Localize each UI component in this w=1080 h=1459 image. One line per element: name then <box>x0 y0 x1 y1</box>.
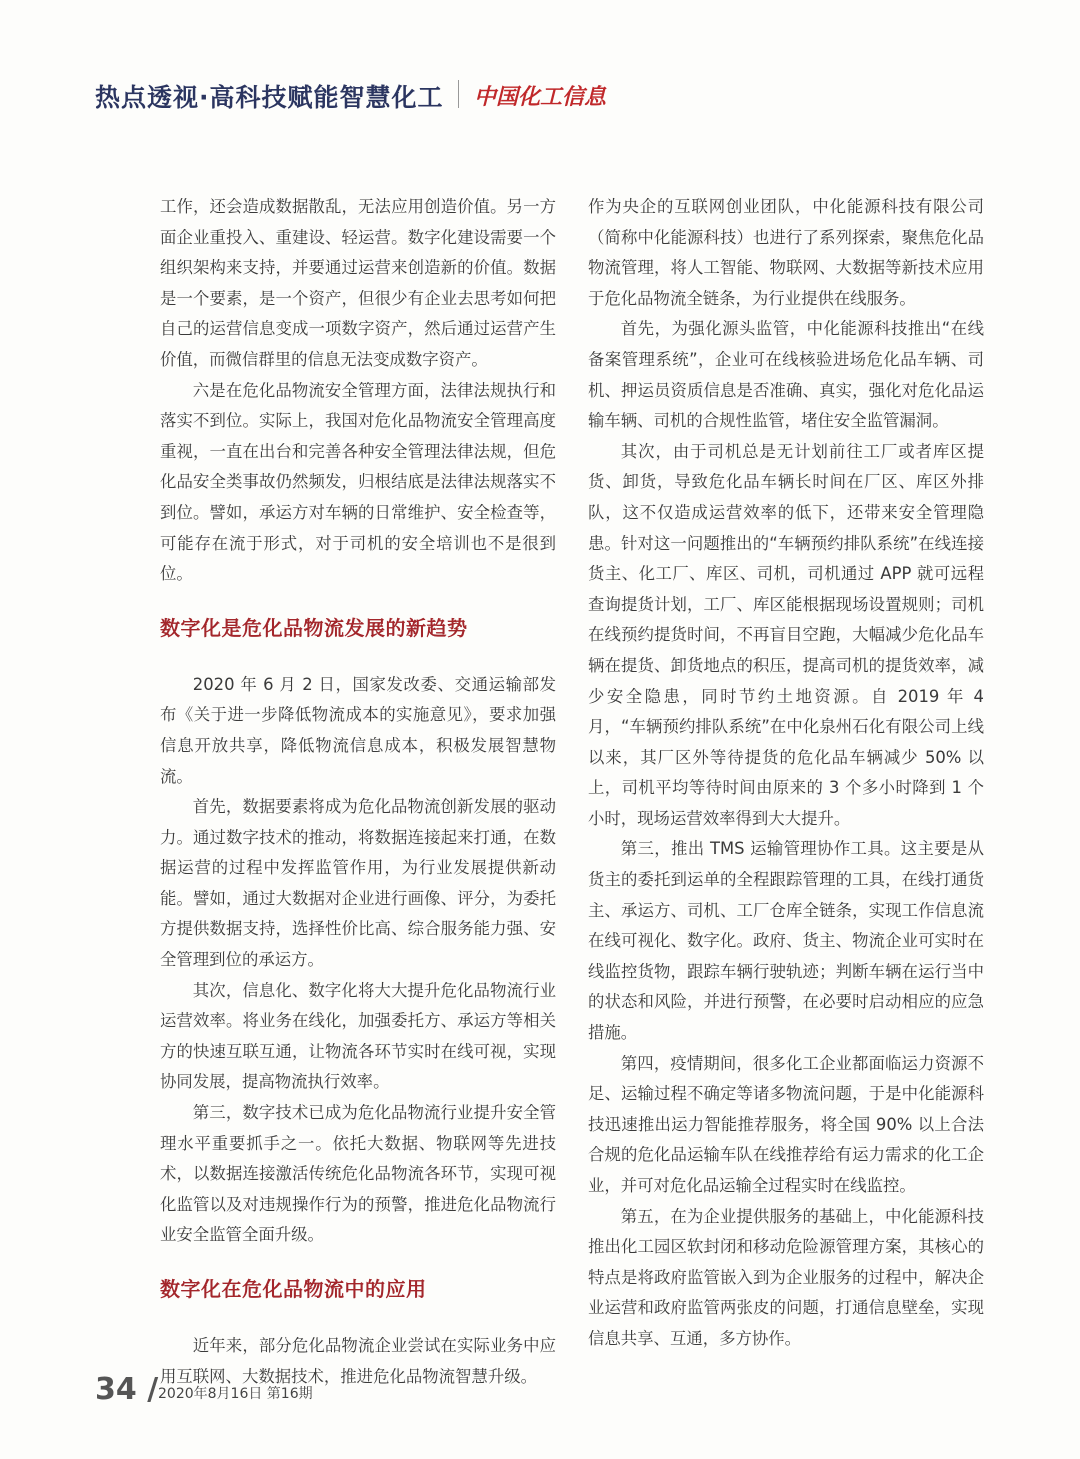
paragraph: 2020 年 6 月 2 日，国家发改委、交通运输部发布《关于进一步降低物流成本的实施意见》，要求加强信息开放共享，降低物流信息成本，积极发展智慧物流。 <box>160 674 556 786</box>
header-title: 热点透视·高科技赋能智慧化工 <box>95 83 444 112</box>
paragraph: 其次，由于司机总是无计划前往工厂或者库区提货、卸货，导致危化品车辆长时间在厂区、库区外排队，这不仅造成运营效率的低下，还带来安全管理隐患。针对这一问题推出的“车辆预约排队系统”在线连接货主、化工厂、库区、司机，司机通过 APP 就可远程查询提货计划，工厂、库区能根据现场设置规则；司机在线预约提货时间，不再盲目空跑，大幅减少危化品车辆在提货、卸货地点的积压，提高司机的提货效率，减少安全隐患，同时节约土地资源。自 2019 年 4 月，“车辆预约排队系统”在中化泉州石化有限公司上线以来，其厂区外等待提货的危化品车辆减少 50% 以上，司机平均等待时间由原来的 3 个多小时降到 1 个小时，现场运营效率得到大大提升。 <box>588 441 984 828</box>
paragraph: 第三，数字技术已成为危化品物流行业提升安全管理水平重要抓手之一。依托大数据、物联网等先进技术，以数据连接激活传统危化品物流各环节，实现可视化监管以及对违规操作行为的预警，推进危化品物流行业安全监管全面升级。 <box>160 1103 556 1245</box>
section-heading: 数字化在危化品物流中的应用 <box>160 1277 427 1301</box>
paragraph: 首先，数据要素将成为危化品物流创新发展的驱动力。通过数字技术的推动，将数据连接起来打通，在数据运营的过程中发挥监管作用，为行业发展提供新动能。譬如，通过大数据对企业进行画像、评分，为委托方提供数据支持，选择性价比高、综合服务能力强、安全管理到位的承运方。 <box>160 797 556 970</box>
left-column <box>160 192 556 1392</box>
paragraph: 工作，还会造成数据散乱，无法应用创造价值。另一方面企业重投入、重建设、轻运营。数字化建设需要一个组织架构来支持，并要通过运营来创造新的价值。数据是一个要素，是一个资产，但很少有企业去思考如何把自己的运营信息变成一项数字资产，然后通过运营产生价值，而微信群里的信息无法变成数字资产。 <box>160 197 556 369</box>
paragraph: 第四，疫情期间，很多化工企业都面临运力资源不足、运输过程不确定等诸多物流问题，于是中化能源科技迅速推出运力智能推荐服务，将全国 90% 以上合法合规的危化品运输车队在线推荐给有运力需求的化工企业，并可对危化品运输全过程实时在线监控。 <box>588 1053 984 1195</box>
paragraph: 首先，为强化源头监管，中化能源科技推出“在线备案管理系统”，企业可在线核验进场危化品车辆、司机、押运员资质信息是否准确、真实，强化对危化品运输车辆、司机的合规性监管，堵住安全监管漏洞。 <box>588 319 984 431</box>
paragraph: 其次，信息化、数字化将大大提升危化品物流行业运营效率。将业务在线化，加强委托方、承运方等相关方的快速互联互通，让物流各环节实时在线可视，实现协同发展，提高物流执行效率。 <box>160 980 556 1092</box>
paragraph: 作为央企的互联网创业团队，中化能源科技有限公司（简称中化能源科技）也进行了系列探索，聚焦危化品物流管理，将人工智能、物联网、大数据等新技术应用于危化品物流全链条，为行业提供在线服务。 <box>588 197 984 308</box>
page-number: 34 / <box>95 1372 159 1407</box>
section-heading: 数字化是危化品物流发展的新趋势 <box>160 615 468 640</box>
paragraph: 第五，在为企业提供服务的基础上，中化能源科技推出化工园区软封闭和移动危险源管理方案，其核心的特点是将政府监管嵌入到为企业服务的过程中，解决企业运营和政府监管两张皮的问题，打通信息壁垒，实现信息共享、互通，多方协作。 <box>588 1206 984 1348</box>
publication-logo: 中国化工信息 <box>474 84 607 110</box>
issue-date: 2020年8月16日 第16期 <box>158 1386 313 1402</box>
paragraph: 第三，推出 TMS 运输管理协作工具。这主要是从货主的委托到运单的全程跟踪管理的工具，在线打通货主、承运方、司机、工厂仓库全链条，实现工作信息流在线可视化、数字化。政府、货主、物流企业可实时在线监控货物，跟踪车辆行驶轨迹；判断车辆在运行当中的状态和风险，并进行预警，在必要时启动相应的应急措施。 <box>588 839 984 1043</box>
paragraph: 近年来，部分危化品物流企业尝试在实际业务中应用互联网、大数据技术，推进危化品物流智慧升级。 <box>160 1336 556 1386</box>
paragraph: 六是在危化品物流安全管理方面，法律法规执行和落实不到位。实际上，我国对危化品物流安全管理高度重视，一直在出台和完善各种安全管理法律法规，但危化品安全类事故仍然频发，归根结底是法律法规落实不到位。譬如，承运方对车辆的日常维护、安全检查等，可能存在流于形式，对于司机的安全培训也不是很到位。 <box>160 380 556 584</box>
right-column <box>588 192 984 1355</box>
header-divider <box>458 80 459 108</box>
